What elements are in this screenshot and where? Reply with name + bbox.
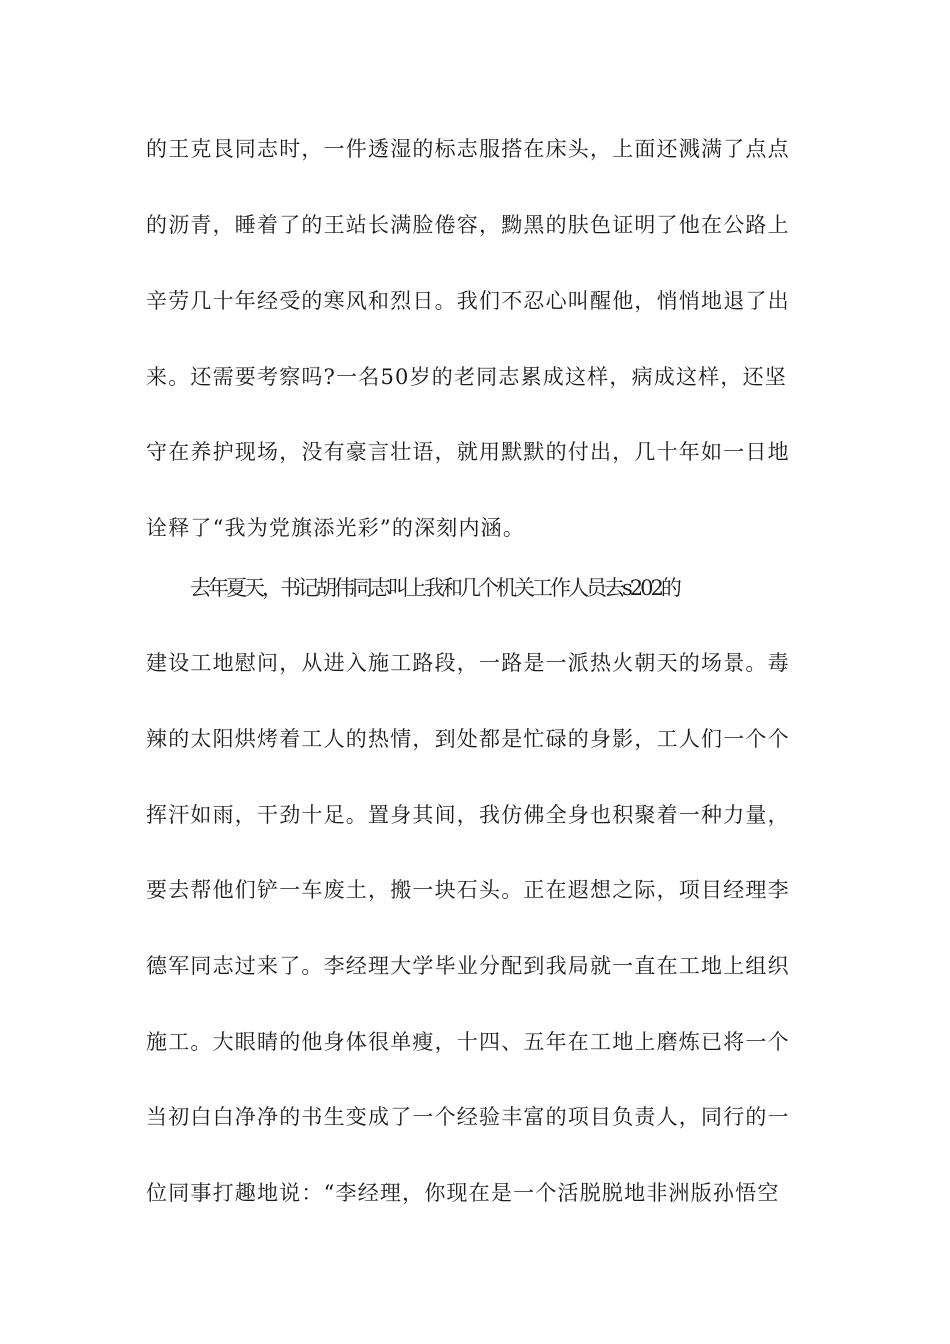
text-line: 诠释了“我为党旗添光彩”的深刻内涵。 bbox=[146, 516, 526, 540]
text-line: 的王克艮同志时，一件透湿的标志服搭在床头，上面还溅满了点点 bbox=[146, 137, 790, 161]
text-line: 来。还需要考察吗?一名50岁的老同志累成这样，病成这样，还坚 bbox=[146, 365, 787, 389]
text-line: 辛劳几十年经受的寒风和烈日。我们不忍心叫醒他，悄悄地退了出 bbox=[146, 289, 790, 313]
text-line: 当初白白净净的书生变成了一个经验丰富的项目负责人，同行的一 bbox=[146, 1105, 790, 1129]
text-line: 的沥青，睡着了的王站长满脸倦容，黝黑的肤色证明了他在公路上 bbox=[146, 213, 790, 237]
paragraph-first-line: 去年夏天，书记胡伟同志叫上我和几个机关工作人员去s202的 bbox=[190, 576, 679, 600]
text-line: 施工。大眼睛的他身体很单瘦，十四、五年在工地上磨炼已将一个 bbox=[146, 1030, 790, 1054]
text-line: 德军同志过来了。李经理大学毕业分配到我局就一直在工地上组织 bbox=[146, 954, 790, 978]
text-line: 建设工地慰问，从进入施工路段，一路是一派热火朝天的场景。毒 bbox=[146, 651, 790, 675]
text-line: 要去帮他们铲一车废土，搬一块石头。正在遐想之际，项目经理李 bbox=[146, 878, 790, 902]
text-line: 位同事打趣地说：“李经理，你现在是一个活脱脱地非洲版孙悟空 bbox=[146, 1181, 780, 1205]
text-line: 守在养护现场，没有豪言壮语，就用默默的付出，几十年如一日地 bbox=[146, 440, 790, 464]
text-line: 辣的太阳烘烤着工人的热情，到处都是忙碌的身影，工人们一个个 bbox=[146, 727, 790, 751]
text-line: 挥汗如雨，干劲十足。置身其间，我仿佛全身也积聚着一种力量， bbox=[146, 803, 790, 827]
